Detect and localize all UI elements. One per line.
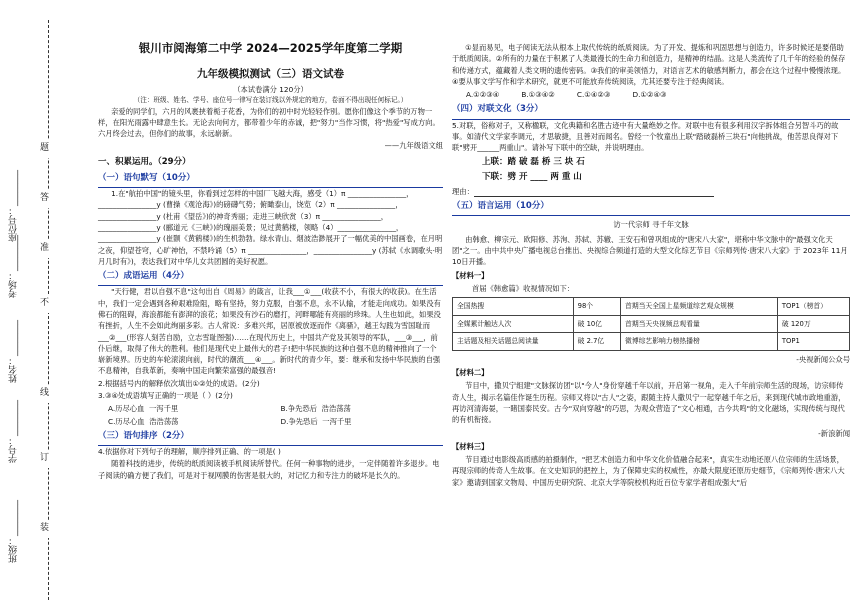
left-column [98,40,443,482]
section-heading: 一、积累运用。（29分） [98,156,191,167]
options-grid [108,403,443,427]
option-b[interactable]: B.争先恐后 浩浩荡荡 [280,404,351,414]
question-5[interactable]: 5.对联，俗称对子，又称楹联，文化典籍和名胜古迹中有大量绝妙之作。对联中也有很多利用汉字拆体组合另智斗巧的故事。如清代文学家李调元，才思敏捷，且善对而闻名。曾经一个牧童出上联"踏破磊桥三块石"向他挑战，他苦思良得对下联"劈开______两重山"。请补写下联中的空缺，并说明理由。 [452,120,839,153]
order-options [466,89,850,100]
subsection-heading: （一）语句默写（10分） [98,172,195,183]
exam-title: 银川市阅海第二中学 2024—2025学年度第二学期 [138,41,403,55]
table-row: 主话题及相关话题总阅读量 破 2.7亿 微博综艺影响力榜热播榜 TOP1 [453,333,850,351]
option-c[interactable]: C.历尽心血 浩浩荡荡 [108,416,179,426]
order-option-c[interactable]: C.①④②③ [576,90,611,100]
binding-word: 答 [40,190,49,208]
subsection-heading: （三）语句排序（2分） [98,430,189,441]
subsection-heading: （二）成语运用（4分） [98,271,189,282]
order-option-a[interactable]: A.①②③④ [466,90,500,100]
score-note: （本试卷满分 120分） [233,85,308,95]
order-option-d[interactable]: D.①②④③ [632,90,667,100]
binding-word: 不 [40,295,49,313]
article-lead: 由韩愈、柳宗元、欧阳修、苏洵、苏轼、苏辙、王安石和曾巩组成的"唐宋八大家"，堪称中华文脉中的"最强文化天团"之一。由中共中央广播电视总台推出、央视综合频道打造的大型文化综艺节目《宗师列传·唐宋八大家》于 2023年 11月 10日开播。 [452,234,848,267]
right-column [452,42,850,489]
instruction: （注：班级、姓名、学号、座位号一律写在装订线以外规定的地方，卷面不得出现任何标记。） [133,96,408,105]
binding-word: 线 [40,385,49,403]
binding-word: 装 [40,520,49,538]
divider [452,215,850,216]
exam-subtitle: 九年级模拟测试（三）语文试卷 [197,67,344,80]
field-class[interactable]: 班级：________ [9,500,19,563]
order-option-b[interactable]: B.①③④② [521,90,555,100]
binding-word: 准 [40,240,49,258]
question-3[interactable]: 3.③④处成语填写正确的一项是（ ）(2分) [98,391,233,401]
intro-sign: ——九年级语文组 [384,141,443,151]
intro-text: 亲爱的同学们，六月的风裹挟着栀子花香，为你们的初中时光轻轻作别。愿你们像这个季节的万物一样，在阳光雨露中肆意生长。无论去向何方，都带着少年的赤诚，把"努力"当作习惯，将"热爱"写成方向。六月终会过去，但你们的故事，永远崭新。 [98,106,440,139]
material-3-text: 节目通过电影级高质感的拍摄制作，"把艺术创造力和中华文化价值融合起来"，真实生动地还原八位宗师的生活场景，再现宗师的传奇人生故事。在文史知识的把控上，为了保障史实的权威性，亦最大限度还原历史细节，《宗师列传·唐宋八大家》邀请到国家文物局、中国历史研究院、北京大学等院校机构近百位专家学者组成强大"后 [452,455,845,487]
article-headline: 访一代宗师 寻千年文脉 [613,220,689,230]
field-number[interactable]: 学号：________ [9,400,19,463]
subsection-heading: （四）对联文化（3分） [452,104,543,115]
option-d[interactable]: D.争先恐后 一泻千里 [280,416,352,426]
binding-word: 题 [40,140,49,158]
material-2-text: 节目中，撒贝宁组建"文脉探访团"以"今人"身份穿越千年以前，开启第一视角，走入千年前宗师生活的现场，访宗师传奇人生，揭示名篇佳作诞生历程。宗师又将以"古人"之姿，跟随主持人撒贝宁一起穿越千年之后，来到现代城市政地重游，再访河清海晏，一睹国泰民安。古今"双向穿越"的巧思，为观众营造了"文心相通，古今共鸣"的文化磁场，实现传统与现代的有机衔接。 [452,381,846,425]
table-title: 首届《韩愈篇》收视情况如下： [472,283,575,293]
option-a[interactable]: A.历尽心血 一泻千里 [108,404,179,414]
lower-couplet[interactable]: 下联：劈 开 ____ 两 重 山 [482,171,582,182]
reason-line[interactable]: 理由： [452,186,850,197]
source-label: -新浪新闻 [818,428,850,438]
question-4[interactable]: 4.依据你对下列句子的理解，顺序排列正确、的一项是( ) [98,447,281,457]
upper-couplet: 上联：踏 破 磊 桥 三 块 石 [482,156,585,167]
field-name[interactable]: 姓名：________ [9,320,19,383]
question-1[interactable]: 1.在"航拍中国"的镜头里，你看到过怎样的中国厂飞越大海，感受（1）π ________________，________________y (曹操《观沧海》)的磅礴气势；俯瞰泰山，饶览（2）π ________________，________________y (杜甫《望岳》)的神奇秀丽；走进三峡欣赏（3）π ________________，________________y (郦道元《三峡》)的瑰丽美景；见过黄鹤楼，领略（4）________________，________________y (崔颢《黄鹤楼》)的生机勃勃。绿水青山、烟波浩渺展开了一幅优美的中国画卷，在月明之夜，仰望苍穹，心旷神怡，不禁吟诵（5）π ________________，________________y (苏轼《水调歌头·明月几时有》)，表达我们对中华儿女共团圆的美好祝愿。 [98,189,443,266]
binding-word: 订 [40,450,49,468]
material-label: 【材料二】 [452,368,489,378]
question-4-text: 随着科技的进步，传统的纸质阅读被手机阅读所替代。任何一种事物的进步，一定伴随着许多退步。电子阅读的确方便了我们，可是对于视网膜的伤害是很大的，对记忆力和专注力的破坏是长久的。 [98,459,440,480]
ratings-table [452,297,850,351]
binding-margin [0,0,95,608]
material-label: 【材料一】 [452,270,489,280]
idiom-passage: "天行健，君以自强不息"这句出自《周易》的箴言，让我___①___(收获不小，有很大的收获)。在生活中，我们一定会遇到各种艰难险阻，略有坚持，努力克服，自强不息，永不认输，才能走向成功。如果没有佛石的阻碍，海浪都能有澎湃的浪花；如果没有沙石的磨打，河畔哪能有亮丽的珍珠。人生也如此，如果没有挫折，人生不会如此绚丽多彩。古人常说：多难兴邦，居原被放逐而作《离骚》，越王勾践为雪国耻而___②___(形容人刻苦自励，立志雪耻图强)……在现代历史上，中国共产党及其领导的军队，___③___，前仆后继，取得了伟大的胜利。他们是现代史上最伟大的君子!把中华民族的这种自强不息的精神推向了一个崭新境界。历史的车轮滚滚向前，时代的潮流___④___。新时代的青少年，要：继承和发扬中华民族的自强不息精神，自我革新，奏响中国走向繁荣富强的最强音! [98,287,441,376]
sentence-list: ①显而易见，电子阅读无法从根本上取代传统的纸质阅读。为了开发、提炼和巩固思想与创造力，许多时候还是要借助于纸质阅读。②所有的力量在于积累了人类最漫长的生命力和创造力，是精神的结晶。这是人类流传了几千年的经验的保存和传递方式，蕴藏着人类文明的遗传密码。③我们的审美领悟力，对语言艺术的敏感判断力，都会在这个过程中慢慢浓现。④要从事文学写作和学术研究，就更不可能放弃传统阅读，尤其还要专注于经典阅读。 [452,43,846,86]
field-seat[interactable]: 座位号：________ [9,170,19,242]
question-2[interactable]: 2.根据括号内的解释依次填出①②处的成语。(2分) [98,378,260,388]
material-label: 【材料三】 [452,441,489,451]
table-row: 全国热搜 98个 首期当天全国上星频道综艺观众规模 TOP1（榜首） [453,298,850,316]
table-row: 全媒累计触达人次 破 10亿 首期当天央视频总观看量 破 120万 [453,315,850,333]
field-exam-room[interactable]: 考场：________ [9,235,19,298]
source-label: -央视新闻公众号 [796,354,850,364]
subsection-heading: （五）语言运用（10分） [452,201,549,212]
